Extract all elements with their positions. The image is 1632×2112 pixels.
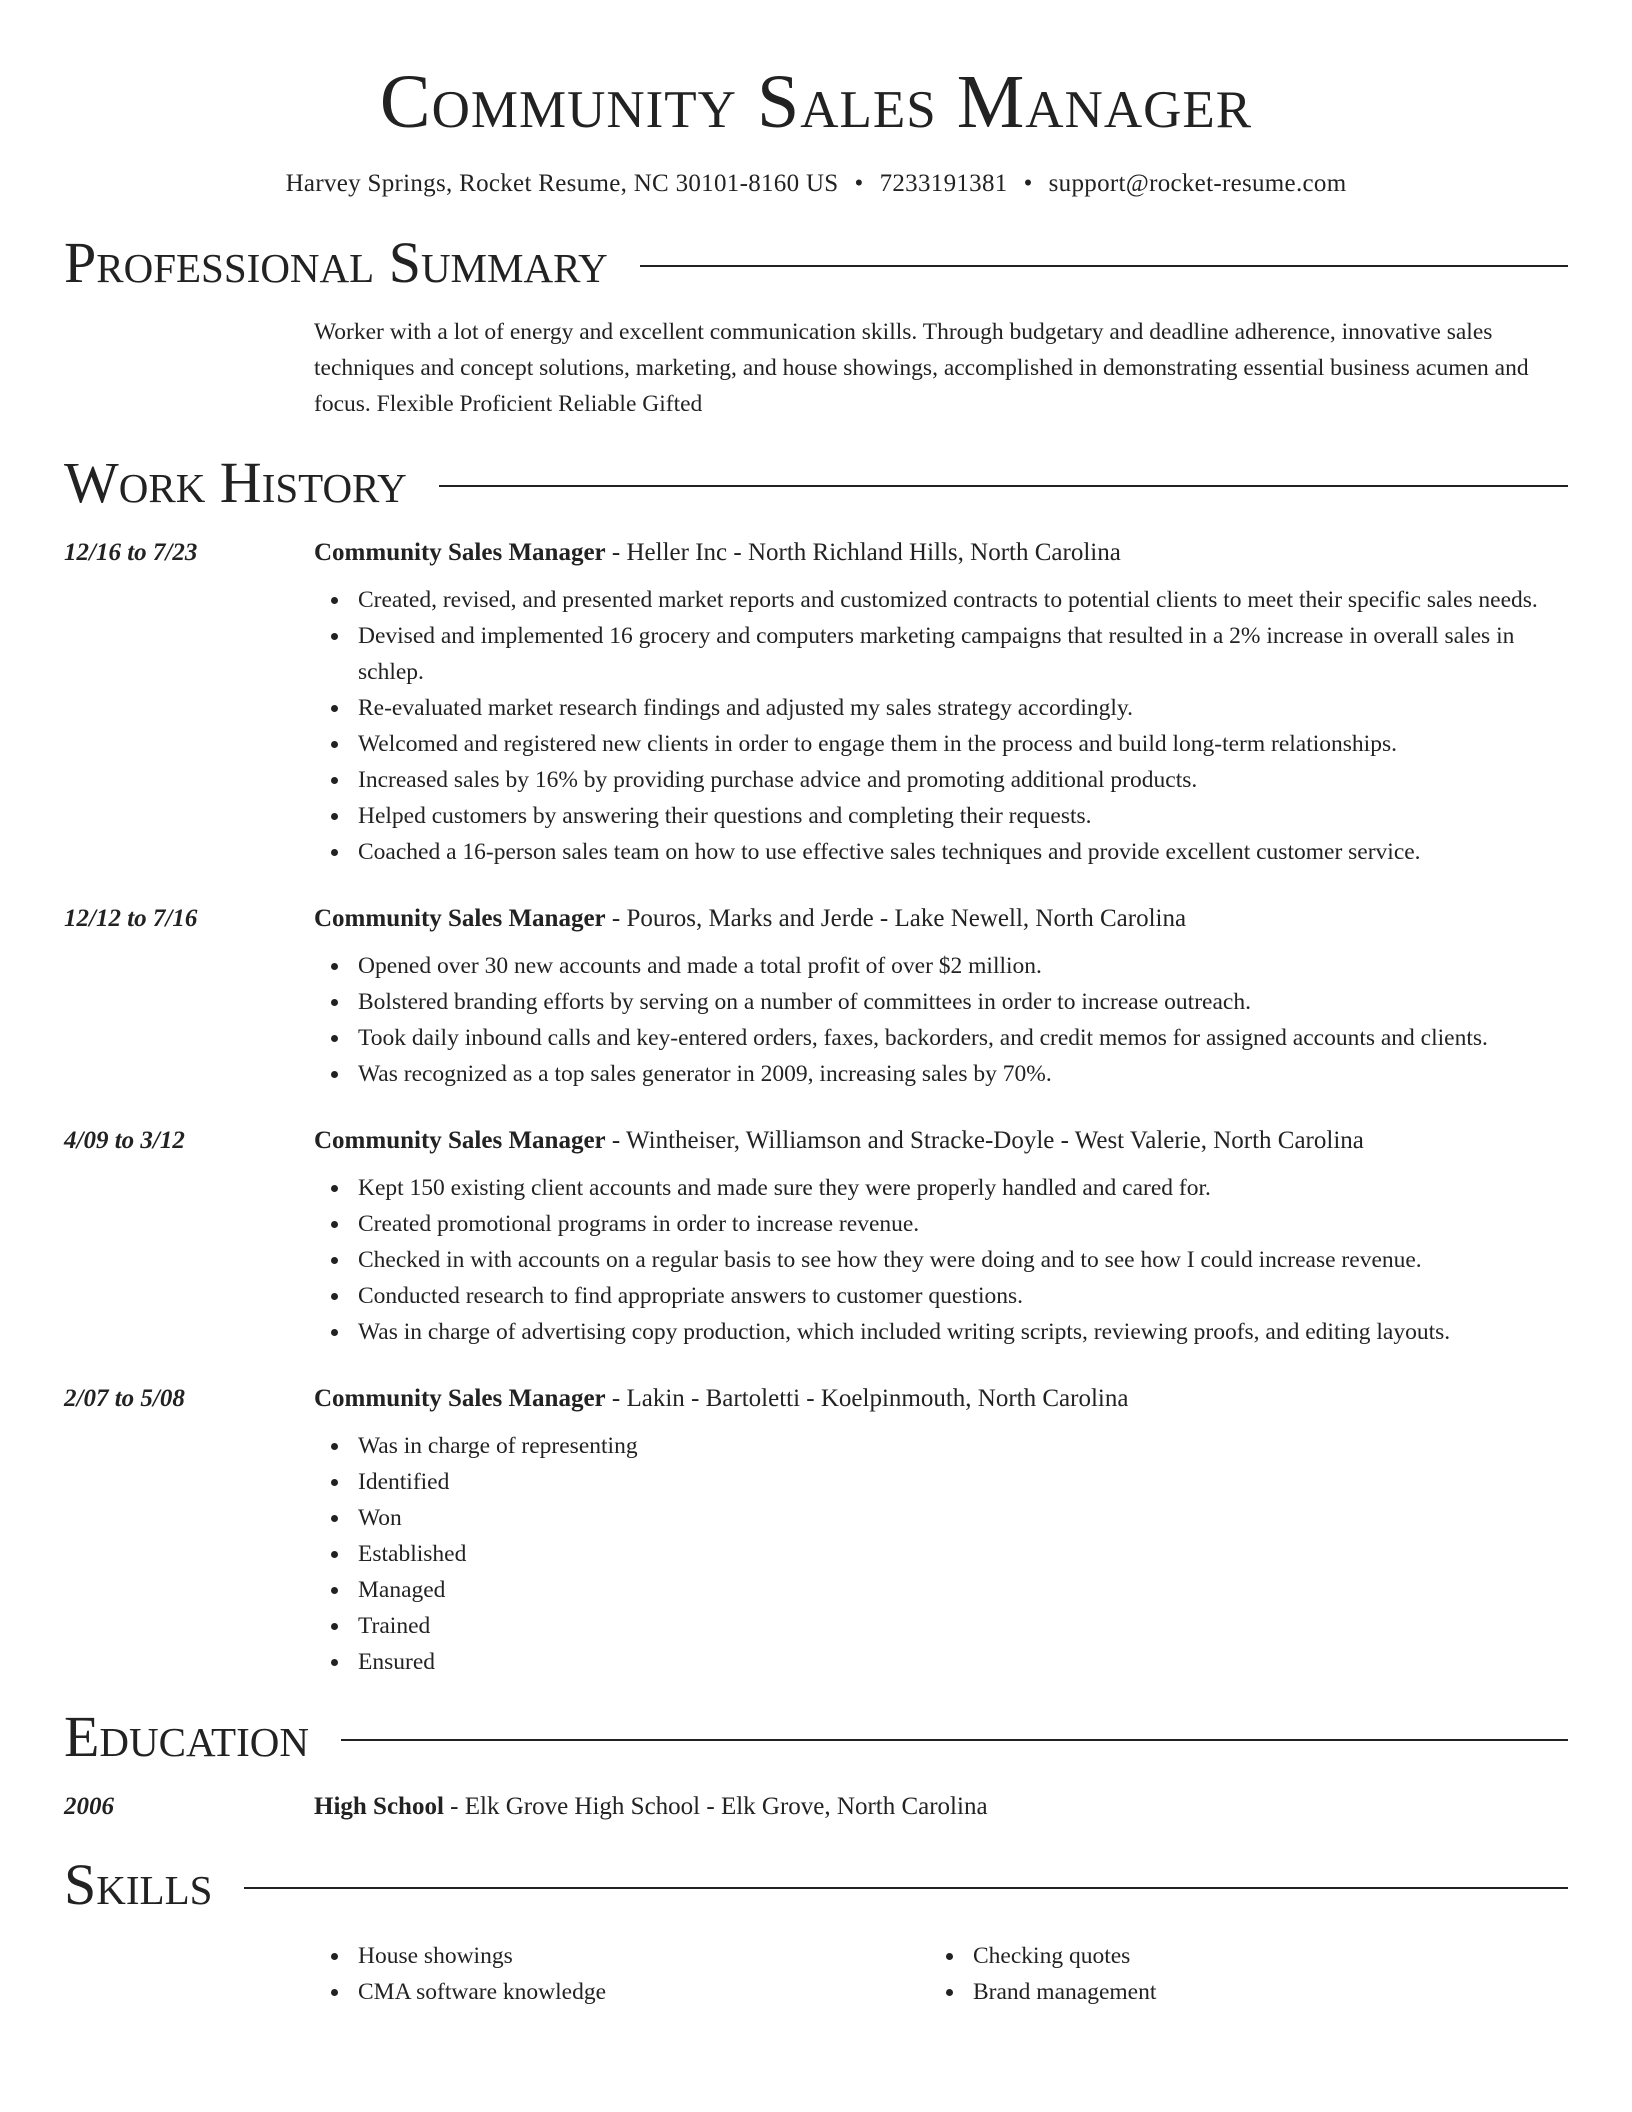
job-entry [64, 1124, 1568, 1350]
skill-item: Checking quotes [929, 1938, 1544, 1974]
job-details: - Wintheiser, Williamson and Stracke-Doyle - West Valerie, North Carolina [605, 1127, 1364, 1154]
education-degree: High School [314, 1793, 444, 1820]
section-header-summary [64, 230, 1568, 295]
resume-title: Community Sales Manager [379, 60, 1253, 144]
skill-item: House showings [314, 1938, 929, 1974]
list-item: Won [314, 1500, 1568, 1536]
job-entry [64, 902, 1568, 1092]
list-item: Kept 150 existing client accounts and made sure they were properly handled and cared for. [314, 1170, 1568, 1206]
section-header-skills [64, 1852, 1568, 1917]
list-item: Created promotional programs in order to increase revenue. [314, 1206, 1568, 1242]
education-heading [314, 1790, 1568, 1824]
section-title: Education [64, 1704, 309, 1769]
section-divider [640, 265, 1568, 267]
list-item: Bolstered branding efforts by serving on a number of committees in order to increase outreach. [314, 984, 1568, 1020]
job-bullets [314, 1428, 1568, 1680]
list-item: Established [314, 1536, 1568, 1572]
list-item: Was recognized as a top sales generator in 2009, increasing sales by 70%. [314, 1056, 1568, 1092]
list-item: Checked in with accounts on a regular basis to see how they were doing and to see how I could increase revenue. [314, 1242, 1568, 1278]
job-body [314, 536, 1568, 870]
list-item: Welcomed and registered new clients in order to engage them in the process and build long-term relationships. [314, 726, 1568, 762]
section-title: Professional Summary [64, 230, 608, 295]
contact-email: support@rocket-resume.com [1048, 170, 1347, 197]
job-body [314, 1382, 1568, 1680]
education-details: - Elk Grove High School - Elk Grove, North Carolina [443, 1793, 988, 1820]
list-item: Was in charge of representing [314, 1428, 1568, 1464]
skill-item: CMA software knowledge [314, 1974, 929, 2010]
section-header-work-history [64, 450, 1568, 515]
job-entry [64, 536, 1568, 870]
job-bullets [314, 948, 1568, 1092]
job-details: - Lakin - Bartoletti - Koelpinmouth, North Carolina [605, 1385, 1129, 1412]
job-heading [314, 1124, 1568, 1158]
list-item: Increased sales by 16% by providing purchase advice and promoting additional products. [314, 762, 1568, 798]
job-bullets [314, 1170, 1568, 1350]
job-role: Community Sales Manager [314, 905, 606, 932]
list-item: Was in charge of advertising copy production, which included writing scripts, reviewing proofs, and editing layouts. [314, 1314, 1568, 1350]
job-body [314, 902, 1568, 1092]
job-heading [314, 1382, 1568, 1416]
skills-column-left [314, 1938, 929, 2010]
education-entry [64, 1790, 1568, 1824]
separator-dot-icon: • [854, 170, 864, 197]
job-role: Community Sales Manager [314, 1127, 606, 1154]
list-item: Identified [314, 1464, 1568, 1500]
list-item: Devised and implemented 16 grocery and computers marketing campaigns that resulted in a 2% increase in overall sales in schlep. [314, 618, 1568, 690]
job-dates: 4/09 to 3/12 [64, 1127, 185, 1154]
job-details: - Pouros, Marks and Jerde - Lake Newell, North Carolina [605, 905, 1187, 932]
job-entry [64, 1382, 1568, 1680]
list-item: Managed [314, 1572, 1568, 1608]
summary-text: Worker with a lot of energy and excellent communication skills. Through budgetary and deadline adherence, innovative sales techniques and concept solutions, marketing, and house showings, accomplished in demonstrating essential business acumen and focus. Flexible Proficient Reliable Gifted [314, 319, 1529, 417]
list-item: Created, revised, and presented market reports and customized contracts to potential clients to meet their specific sales needs. [314, 582, 1568, 618]
job-dates: 12/12 to 7/16 [64, 905, 198, 932]
job-role: Community Sales Manager [314, 1385, 606, 1412]
list-item: Conducted research to find appropriate answers to customer questions. [314, 1278, 1568, 1314]
section-title: Skills [64, 1852, 213, 1917]
list-item: Coached a 16-person sales team on how to use effective sales techniques and provide excellent customer service. [314, 834, 1568, 870]
job-body [314, 1124, 1568, 1350]
section-divider [244, 1887, 1568, 1889]
education-body [314, 1790, 1568, 1824]
education-year: 2006 [64, 1793, 114, 1820]
skills-grid [314, 1938, 1568, 2010]
job-heading [314, 536, 1568, 570]
list-item: Helped customers by answering their questions and completing their requests. [314, 798, 1568, 834]
job-bullets [314, 582, 1568, 870]
section-header-education [64, 1704, 1568, 1769]
section-divider [439, 485, 1568, 487]
skills-column-right [929, 1938, 1544, 2010]
contact-phone: 7233191381 [879, 170, 1008, 197]
list-item: Trained [314, 1608, 1568, 1644]
section-title: Work History [64, 450, 407, 515]
job-dates: 2/07 to 5/08 [64, 1385, 185, 1412]
list-item: Took daily inbound calls and key-entered orders, faxes, backorders, and credit memos for assigned accounts and clients. [314, 1020, 1568, 1056]
contact-line [64, 170, 1568, 198]
job-details: - Heller Inc - North Richland Hills, North Carolina [605, 539, 1121, 566]
list-item: Ensured [314, 1644, 1568, 1680]
list-item: Re-evaluated market research findings and adjusted my sales strategy accordingly. [314, 690, 1568, 726]
job-dates: 12/16 to 7/23 [64, 539, 198, 566]
list-item: Opened over 30 new accounts and made a total profit of over $2 million. [314, 948, 1568, 984]
job-heading [314, 902, 1568, 936]
separator-dot-icon: • [1023, 170, 1033, 197]
contact-address: Harvey Springs, Rocket Resume, NC 30101-8160 US [285, 170, 839, 197]
skill-item: Brand management [929, 1974, 1544, 2010]
section-divider [341, 1739, 1568, 1741]
job-role: Community Sales Manager [314, 539, 606, 566]
